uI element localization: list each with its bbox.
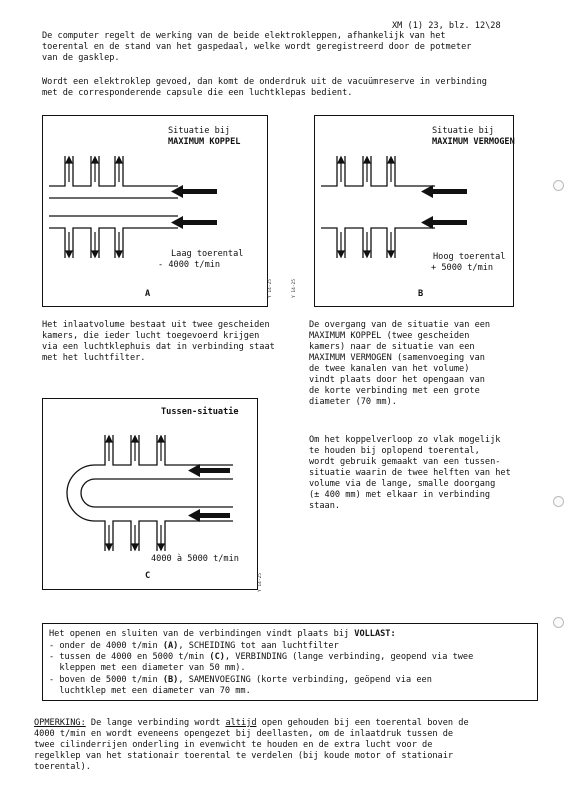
remark-text: De lange verbinding wordt (85, 718, 226, 728)
remark-text: open gehouden bij een toerental boven de (256, 718, 469, 728)
text-line: Het inlaatvolume bestaat uit twee gescheiden (42, 320, 270, 330)
text-line: diameter (70 mm). (309, 397, 397, 407)
text-line: staan. (309, 501, 341, 511)
summary-text: , VERBINDING (lange verbinding, geopend via twee (224, 652, 474, 662)
remark-line: toerental). (34, 762, 91, 772)
figure-b-title: Situatie bij (432, 126, 495, 136)
remark-emphasis: altijd (225, 718, 257, 728)
remark-label: OPMERKING: (34, 718, 86, 728)
summary-text: , SCHEIDING tot aan luchtfilter (178, 641, 339, 651)
figure-b-rpm: + 5000 t/min (431, 263, 494, 273)
figure-c-title: Tussen-situatie (161, 407, 239, 417)
figure-c-letter: C (145, 571, 151, 581)
punch-hole (553, 617, 564, 628)
summary-lead-bold: VOLLAST: (354, 629, 396, 639)
figure-b-letter: B (418, 289, 424, 299)
remark-line: twee cilinderrijen onderling in evenwicht te houden en de extra lucht voor de (34, 740, 433, 750)
punch-hole (553, 496, 564, 507)
summary-text: - tussen de 4000 en 5000 t/min (49, 652, 210, 662)
figure-b-subtitle: MAXIMUM VERMOGEN (432, 137, 515, 147)
summary-item-c (49, 652, 473, 663)
summary-item-c-cont: kleppen met een diameter van 50 mm). (49, 663, 246, 673)
text-line: volume via de lange, smalle doorgang (309, 479, 496, 489)
text-line: kamers, die ieder lucht toegevoerd krijgen (42, 331, 260, 341)
figure-b (314, 115, 514, 307)
punch-hole (553, 180, 564, 191)
summary-lead-text: Het openen en sluiten van de verbindingen vindt plaats bij (49, 629, 355, 639)
text-line: van de gasklep. (42, 53, 120, 63)
text-line: (± 400 mm) met elkaar in verbinding (309, 490, 491, 500)
summary-item-b-cont: luchtklep met een diameter van 70 mm. (49, 686, 251, 696)
summary-label: (A) (162, 641, 179, 651)
summary-lead (49, 629, 396, 640)
text-line: de korte verbinding met een grote (309, 386, 480, 396)
text-line: MAXIMUM KOPPEL (twee gescheiden (309, 331, 470, 341)
figure-c (42, 398, 258, 590)
summary-text: - onder de 4000 t/min (49, 641, 163, 651)
figure-c-rpm: 4000 à 5000 t/min (151, 554, 239, 564)
summary-item-a (49, 641, 339, 652)
figure-b-code: Y 14-25 (292, 279, 297, 298)
figure-a-letter: A (145, 289, 151, 299)
text-line: wordt gebruik gemaakt van een tussen- (309, 457, 501, 467)
text-line: kamers) naar de situatie van een (309, 342, 475, 352)
text-line: toerental en de stand van het gaspedaal, welke wordt geregistreerd door de potmeter (42, 42, 472, 52)
figure-a-code: Y 14-25 (268, 279, 273, 298)
figure-a-subtitle: MAXIMUM KOPPEL (168, 137, 241, 147)
summary-item-b (49, 675, 432, 686)
text-line: de twee kanalen van het volume) (309, 364, 470, 374)
text-line: met de corresponderende capsule die een luchtklepas bedient. (42, 88, 353, 98)
figure-c-code: Y 14-25 (258, 573, 263, 592)
text-line: De overgang van de situatie van een (309, 320, 491, 330)
text-line: situatie waarin de twee helften van het (309, 468, 511, 478)
remark-line (34, 718, 469, 729)
figure-a-speed: Laag toerental (171, 249, 244, 259)
text-line: Om het koppelverloop zo vlak mogelijk (309, 435, 501, 445)
text-line: De computer regelt de werking van de beide elektrokleppen, afhankelijk van het (42, 31, 446, 41)
summary-text: - boven de 5000 t/min (49, 675, 163, 685)
summary-box (42, 623, 538, 701)
text-line: MAXIMUM VERMOGEN (samenvoeging van (309, 353, 485, 363)
summary-text: , SAMENVOEGING (korte verbinding, geöpend via een (178, 675, 432, 685)
summary-label: (B) (162, 675, 179, 685)
figure-a-rpm: - 4000 t/min (158, 260, 221, 270)
page-reference: XM (1) 23, blz. 12\28 (392, 21, 501, 31)
text-line: met het luchtfilter. (42, 353, 146, 363)
text-line: te houden bij oplopend toerental, (309, 446, 480, 456)
summary-label: (C) (209, 652, 225, 662)
text-line: via een luchtklephuis dat in verbinding staat (42, 342, 275, 352)
figure-b-speed: Hoog toerental (433, 252, 506, 262)
figure-a-title: Situatie bij (168, 126, 231, 136)
figure-a (42, 115, 268, 307)
remark-line: regelklep van het stationair toerental te verdelen (bij koude motor of stationair (34, 751, 454, 761)
remark-line: 4000 t/min en wordt eveneens opengezet bij deellasten, om de inlaatdruk tussen de (34, 729, 454, 739)
text-line: Wordt een elektroklep gevoed, dan komt de onderdruk uit de vacuümreserve in verbinding (42, 77, 487, 87)
text-line: vindt plaats door het opengaan van (309, 375, 485, 385)
